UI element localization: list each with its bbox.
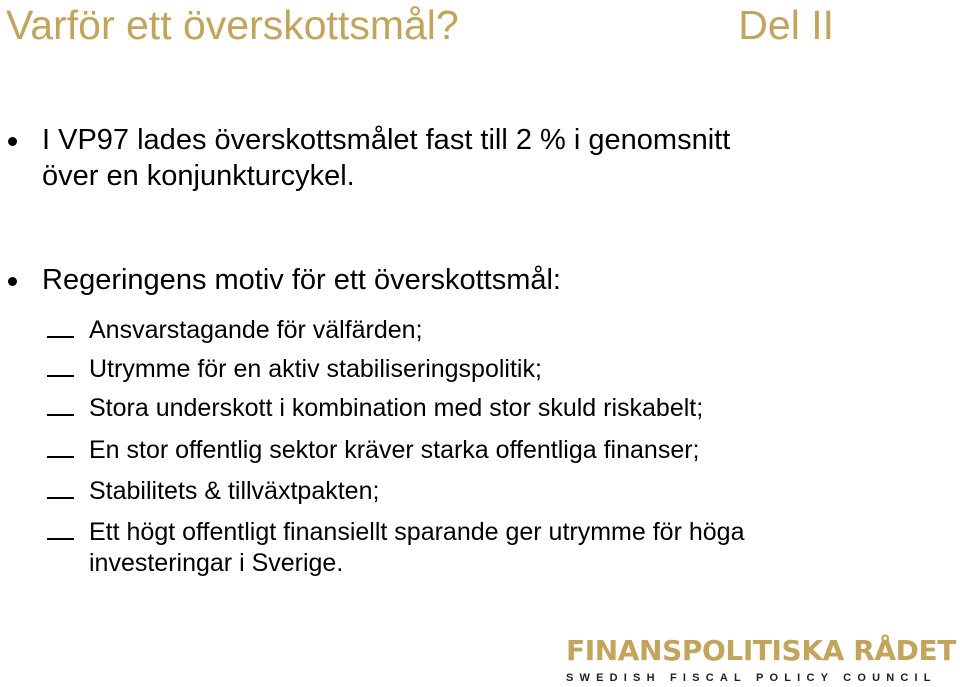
- sub-item-text: [89, 517, 744, 579]
- bullet-dot-icon: [8, 137, 17, 146]
- sub-item-text: [89, 315, 423, 346]
- logo-subtitle: SWEDISH FISCAL POLICY COUNCIL: [566, 672, 937, 684]
- dash-icon: [47, 414, 74, 416]
- sub-item-line: Stora underskott i kombination med stor skuld riskabelt;: [89, 394, 704, 422]
- bullet-text: [42, 122, 730, 194]
- sub-item-text: [89, 476, 379, 507]
- sub-item-line: Utrymme för en aktiv stabiliseringspolitik;: [89, 355, 542, 383]
- sub-item-offentlig-sektor: [0, 435, 920, 477]
- sub-item-utrymme: [0, 354, 920, 396]
- slide-title-part: Del II: [738, 2, 834, 48]
- logo-name: FINANSPOLITISKA RÅDET: [566, 634, 956, 667]
- sub-item-line: investeringar i Sverige.: [89, 549, 344, 577]
- sub-item-underskott: [0, 393, 920, 435]
- dash-icon: [47, 336, 74, 338]
- sub-item-finansiellt-sparande: [0, 517, 920, 587]
- sub-item-ansvarstagande: [0, 315, 920, 357]
- bullet-line: I VP97 lades överskottsmålet fast till 2 % i genomsnitt: [42, 124, 731, 156]
- sub-item-stabilitetspakten: [0, 476, 920, 518]
- dash-icon: [47, 538, 74, 540]
- dash-icon: [47, 497, 74, 499]
- bullet-text: [42, 262, 561, 298]
- bullet-dot-icon: [8, 277, 17, 286]
- bullet-line: Regeringens motiv för ett överskottsmål:: [42, 264, 561, 296]
- dash-icon: [47, 375, 74, 377]
- sub-item-line: Ett högt offentligt finansiellt sparande ger utrymme för höga: [89, 518, 745, 546]
- sub-item-text: [89, 435, 700, 466]
- sub-item-text: [89, 354, 542, 385]
- sub-item-line: En stor offentlig sektor kräver starka offentliga finanser;: [89, 436, 700, 464]
- sub-item-text: [89, 393, 703, 424]
- slide-title-main: Varför ett överskottsmål?: [6, 2, 459, 48]
- finanspolitiska-radet-logo: [566, 636, 958, 685]
- sub-item-line: Stabilitets & tillväxtpakten;: [89, 477, 380, 505]
- dash-icon: [47, 456, 74, 458]
- bullet-line: över en konjunkturcykel.: [42, 160, 355, 192]
- sub-item-line: Ansvarstagande för välfärden;: [89, 316, 423, 344]
